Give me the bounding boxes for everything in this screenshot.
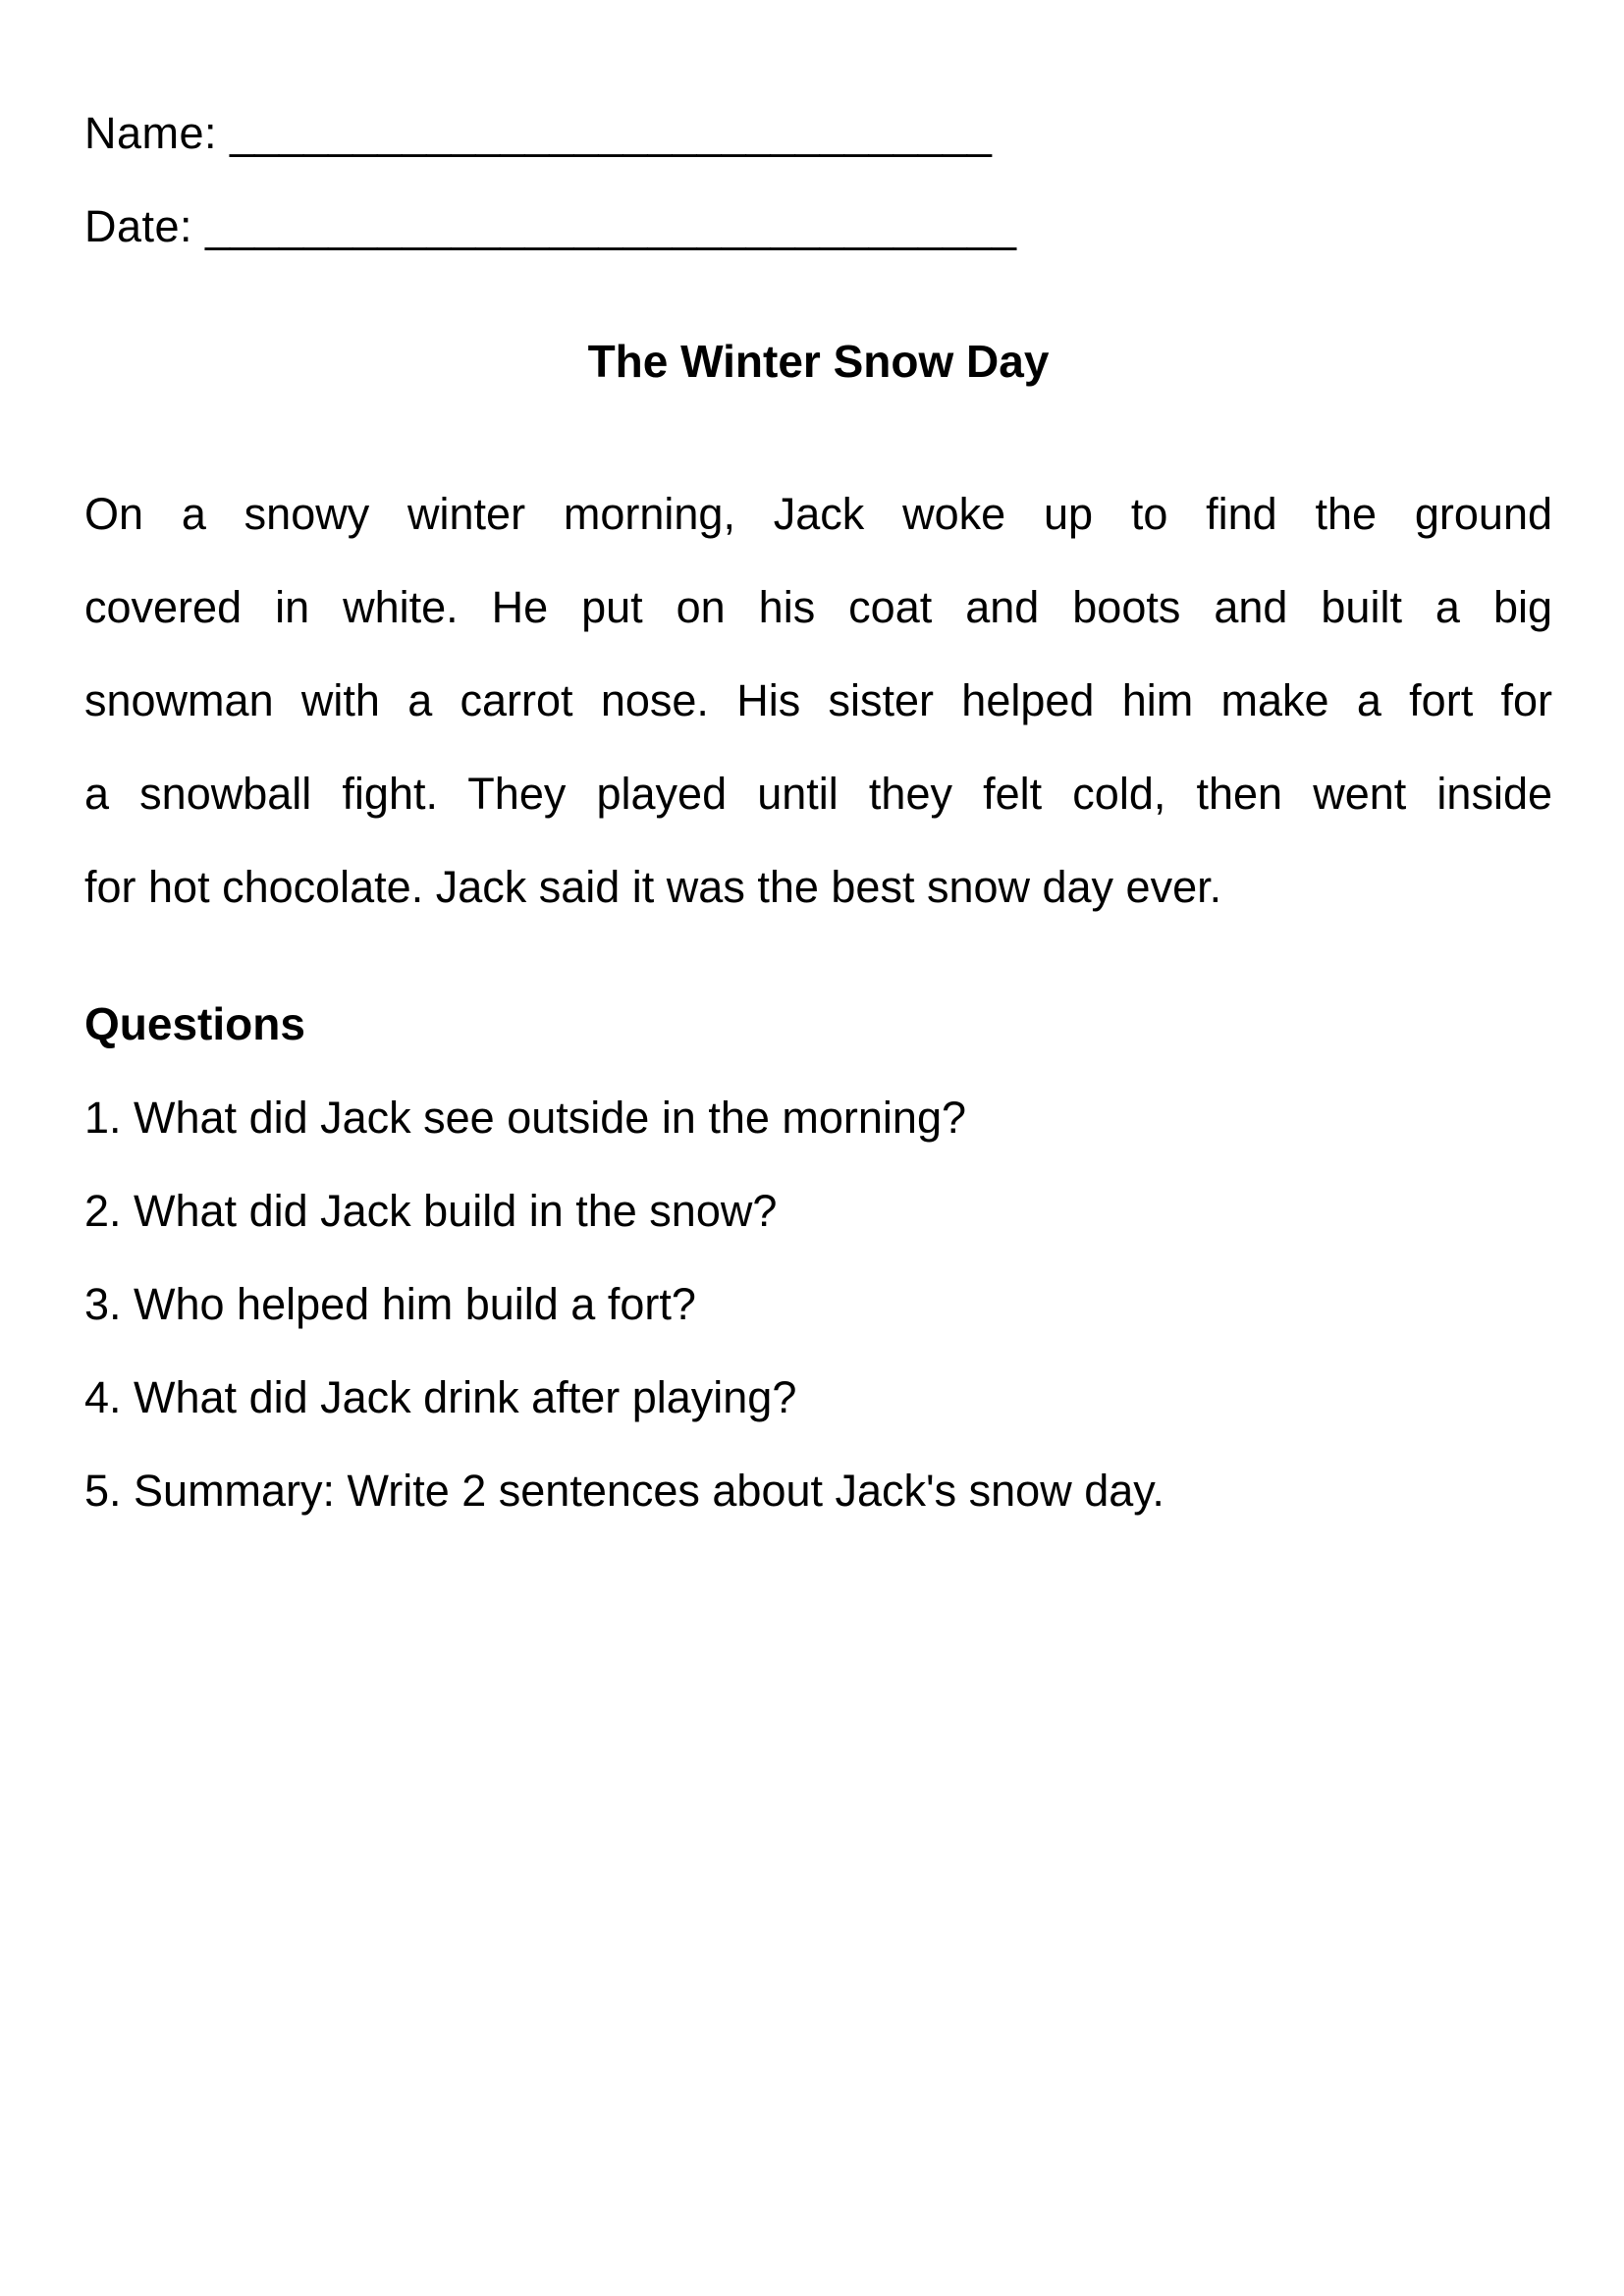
question-item-1: 1. What did Jack see outside in the morning?: [84, 1093, 967, 1143]
story-line-5: for hot chocolate. Jack said it was the best snow day ever.: [84, 862, 1222, 912]
date-label: Date:: [84, 201, 193, 251]
question-item-2: 2. What did Jack build in the snow?: [84, 1186, 778, 1236]
question-item-4: 4. What did Jack drink after playing?: [84, 1372, 797, 1422]
story-line-2: covered in white. He put on his coat and boots and built a big: [84, 582, 1552, 632]
date-field-row: [84, 180, 1552, 273]
story-line-4: a snowball fight. They played until they felt cold, then went inside: [84, 769, 1552, 819]
name-label: Name:: [84, 108, 218, 158]
question-item-3: 3. Who helped him build a fort?: [84, 1279, 696, 1329]
question-list: [84, 1071, 1552, 1537]
story-paragraph: [84, 467, 1552, 934]
name-field-row: [84, 86, 1552, 180]
story-line-3: snowman with a carrot nose. His sister helped him make a fort for: [84, 675, 1552, 725]
story-line-1: On a snowy winter morning, Jack woke up to find the ground: [84, 489, 1552, 539]
name-blank-line: _______________________________: [230, 108, 992, 158]
date-blank-line: _________________________________: [205, 201, 1016, 251]
questions-heading: Questions: [84, 998, 305, 1049]
question-item-5: 5. Summary: Write 2 sentences about Jack's snow day.: [84, 1466, 1164, 1516]
worksheet-title: The Winter Snow Day: [587, 336, 1050, 387]
